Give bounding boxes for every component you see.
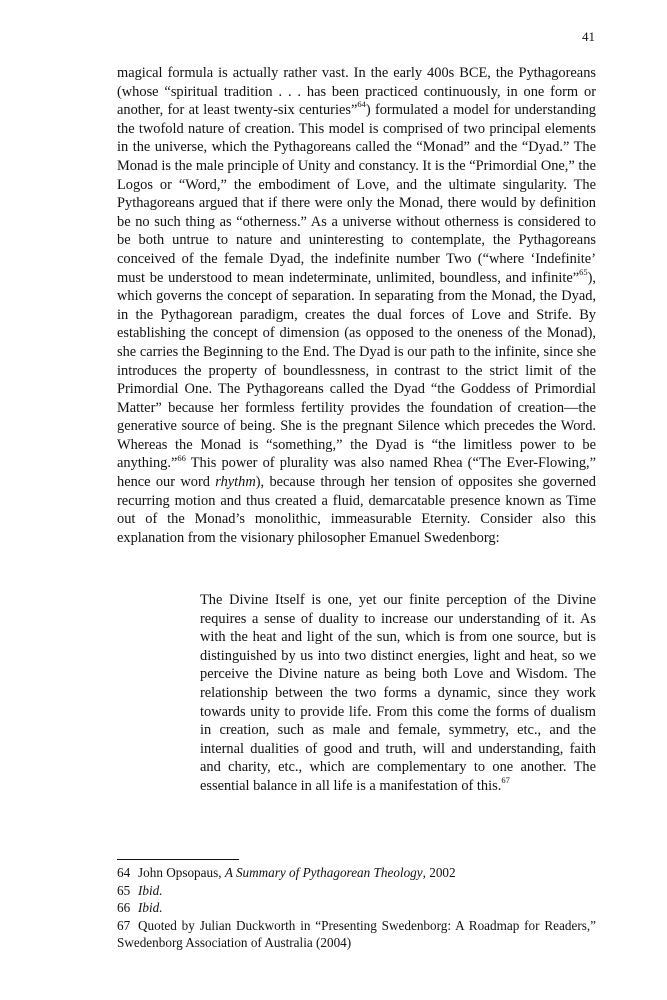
footnote-text: John Opsopaus, (138, 865, 225, 880)
footnote-number: 65 (117, 882, 131, 898)
swedenborg-quote (200, 591, 596, 796)
footnote-67 (117, 917, 596, 952)
footnote-ref-67: 67 (501, 775, 510, 786)
paragraph-text: ), because through her tension of opposites she governed recurring motion and thus created a fluid, demarcatable presence known as Time out of the Monad’s monolithic, immeasurable Eternity. Consider also this explanation from the visionary philosopher Emanuel Swedenborg: (117, 474, 596, 546)
paragraph-text: magical formula is actually rather vast. In the early 400s BCE, the Pythagoreans (whose “spiritual tradition . . . has been practiced continuously, in one form or another, for at least twenty-six centuries” (117, 65, 596, 119)
footnote-divider (117, 859, 239, 860)
footnote-ref-64: 64 (357, 99, 366, 110)
footnote-ref-66: 66 (177, 452, 186, 463)
footnote-number: 64 (117, 865, 131, 880)
footnote-ref-65: 65 (579, 266, 588, 277)
footnotes (117, 864, 596, 952)
paragraph-text: ), which governs the concept of separation. In separating from the Monad, the Dyad, in the Pythagorean paradigm, creates the dual forces of Love and Strife. By establishing the concept of dimension (as opposed to the oneness of the Monad), she carries the Beginning to the End. The Dyad is our path to the infinite, since she introduces the property of boundlessness, in contrast to the strict limit of the Primordial One. The Pythagoreans called the Dyad “the Goddess of Primordial Matter” because her formless fertility provides the foundation of creation—the generative source of being. She is the pregnant Silence which precedes the Word. Whereas the Monad is “something,” the Dyad is “the limitless power to be anything.” (117, 269, 596, 472)
footnote-66 (117, 899, 596, 917)
footnote-text: , 2002 (422, 865, 456, 880)
main-paragraph (117, 64, 596, 547)
page-number: 41 (582, 29, 595, 44)
footnote-title: A Summary of Pythagorean Theology (224, 865, 423, 880)
italic-word-rhythm: rhythm (215, 474, 256, 491)
footnote-number: 67 (117, 917, 131, 933)
paragraph-text: ) formulated a model for understanding the twofold nature of creation. This model is comprised of two principal elements in the universe, which the Pythagoreans called the “Monad” and the “Dyad.” The Monad is the male principle of Unity and constancy. It is the “Primordial One,” the Logos or “Word,” the embodiment of Love, and the ultimate singularity. The Pythagoreans argued that if there were only the Monad, there would by definition be no such thing as “otherness.” As a universe without otherness is considered to be both untrue to nature and uninteresting to contemplate, the Pythagoreans conceived of the female Dyad, the indefinite number Two (“where ‘Indefinite’ must be understood to mean indeterminate, unlimited, boundless, and infinite” (117, 102, 596, 286)
quote-text: The Divine Itself is one, yet our finite perception of the Divine requires a sense of duality to increase our understanding of it. As with the heat and light of the sun, which is from one source, but is distinguished by us into two distinct energies, light and heat, so we perceive the Divine nature as being both Love and Wisdom. The relationship between the two forms a dynamic, since they work towards unity to provide life. From this come the forms of dualism in creation, such as male and female, symmetry, etc., and the internal dualities of good and truth, will and understanding, faith and charity, etc., which are complementary to one another. The essential balance in all life is a manifestation of this. (200, 592, 596, 794)
footnote-number: 66 (117, 900, 131, 916)
paragraph-text: This power of plurality was also named Rhea (“The Ever-Flowing,” hence our word (117, 455, 596, 491)
footnote-64 (117, 864, 596, 882)
footnote-text: Quoted by Julian Duckworth in “Presenting Swedenborg: A Roadmap for Readers,” Swedenborg Association of Australia (2004) (117, 917, 596, 951)
footnote-65 (117, 882, 596, 900)
footnote-ibid: Ibid. (138, 882, 163, 898)
footnote-ibid: Ibid. (138, 900, 163, 916)
